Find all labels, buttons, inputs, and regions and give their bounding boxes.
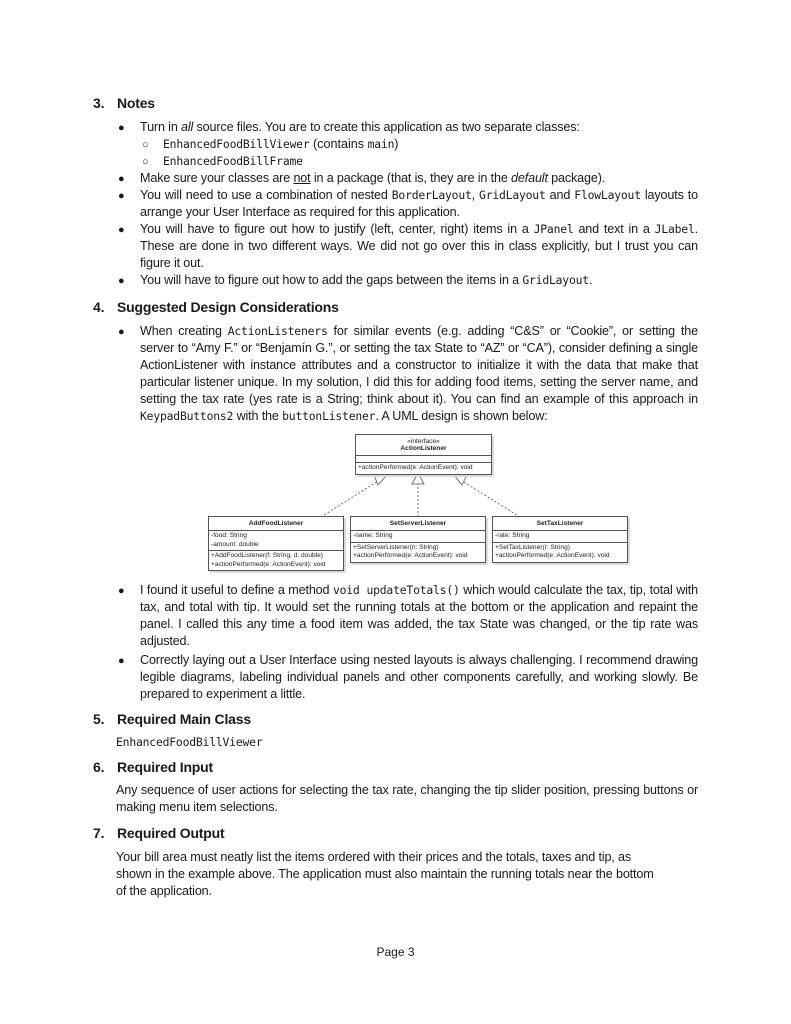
bullet-icon: ●	[118, 326, 125, 338]
section-title: Required Output	[117, 825, 225, 841]
uml-interface-actionlistener: «interface» ActionListener +actionPerformed(e: ActionEvent): void	[355, 434, 492, 475]
notes-sub-item-frame: EnhancedFoodBillFrame	[163, 154, 303, 168]
main-class-value: EnhancedFoodBillViewer	[116, 735, 263, 749]
design-bullet-2: I found it useful to define a method void updateTotals() which would calculate the tax, tip, total with tax, and total with tip. It would set the running totals at the bottom or the application and repaint the panel. I called this any time a food item was added, the tax State was changed, or the tip rate was adjusted.	[140, 583, 698, 648]
notes-sub-item-viewer: EnhancedFoodBillViewer (contains main)	[163, 137, 399, 151]
section-number: 3.	[93, 95, 105, 111]
bullet-icon: ●	[118, 655, 125, 667]
section-number: 7.	[93, 825, 105, 841]
uml-class-setserverlistener: SetServerListener -name: String +SetServerListener(n: String) +actionPerformed(e: ActionEvent): void	[350, 516, 486, 563]
sub-bullet-icon: ○	[142, 139, 149, 151]
notes-bullet-4: You will have to figure out how to justify (left, center, right) items in a JPanel and text in a JLabel. These are done in two different ways. We did not go over this in class explicitly, but I trust you can figure it out.	[140, 222, 698, 270]
section-title: Notes	[117, 95, 155, 111]
section-number: 6.	[93, 759, 105, 775]
uml-class-settaxlistener: SetTaxListener -rate: String +SetTaxListener(r: String) +actionPerformed(e: ActionEvent): void	[492, 516, 628, 563]
input-description: Any sequence of user actions for selecting the tax rate, changing the tip slider position, pressing buttons or making menu item selections.	[116, 783, 698, 814]
bullet-icon: ●	[118, 190, 125, 202]
section-title: Suggested Design Considerations	[117, 299, 339, 315]
design-bullet-1: When creating ActionListeners for similar events (e.g. adding “C&S” or “Cookie”, or setting the server to “Amy F.” or “Benjamín G.”, or setting the tax State to “AZ” or “CA”), consider defining a single ActionListener with instance attributes and a constructor to initialize it with the data that make that particular listener unique. In my solution, I did this for adding food items, setting the server name, and setting the tax rate (yes rate is a String; think about it). You can find an example of this approach in KeypadButtons2 with the buttonListener. A UML design is shown below:	[140, 324, 698, 423]
section-heading-input	[93, 759, 213, 775]
bullet-icon: ●	[118, 224, 125, 236]
notes-bullet-1: Turn in all source files. You are to create this application as two separate classes:	[140, 120, 580, 134]
bullet-icon: ●	[118, 275, 125, 287]
uml-class-addfoodlistener: AddFoodListener -food: String -amount: double +AddFoodListener(f: String, d: double) +actionPerformed(e: ActionEvent): void	[208, 516, 344, 571]
section-heading-output	[93, 825, 224, 841]
bullet-icon: ●	[118, 173, 125, 185]
bullet-icon: ●	[118, 585, 125, 597]
design-bullet-3: Correctly laying out a User Interface using nested layouts is always challenging. I recommend drawing legible diagrams, labeling individual panels and other components carefully, and working slowly. Be prepared to experiment a little.	[140, 653, 698, 701]
page-number: Page 3	[376, 945, 415, 959]
section-title: Required Main Class	[117, 711, 251, 727]
sub-bullet-icon: ○	[142, 156, 149, 168]
notes-bullet-5: You will have to figure out how to add the gaps between the items in a GridLayout.	[140, 273, 593, 287]
output-description: Your bill area must neatly list the items ordered with their prices and the totals, taxes and tip, as shown in the example above. The application must also maintain the running totals near the bottom of the application.	[116, 850, 654, 898]
bullet-icon: ●	[118, 122, 125, 134]
notes-bullet-3: You will need to use a combination of nested BorderLayout, GridLayout and FlowLayout layouts to arrange your User Interface as required for this application.	[140, 188, 698, 219]
section-number: 5.	[93, 711, 105, 727]
section-number: 4.	[93, 299, 105, 315]
section-title: Required Input	[117, 759, 213, 775]
section-heading-main-class	[93, 711, 251, 727]
notes-bullet-2: Make sure your classes are not in a package (that is, they are in the default package).	[140, 171, 606, 185]
